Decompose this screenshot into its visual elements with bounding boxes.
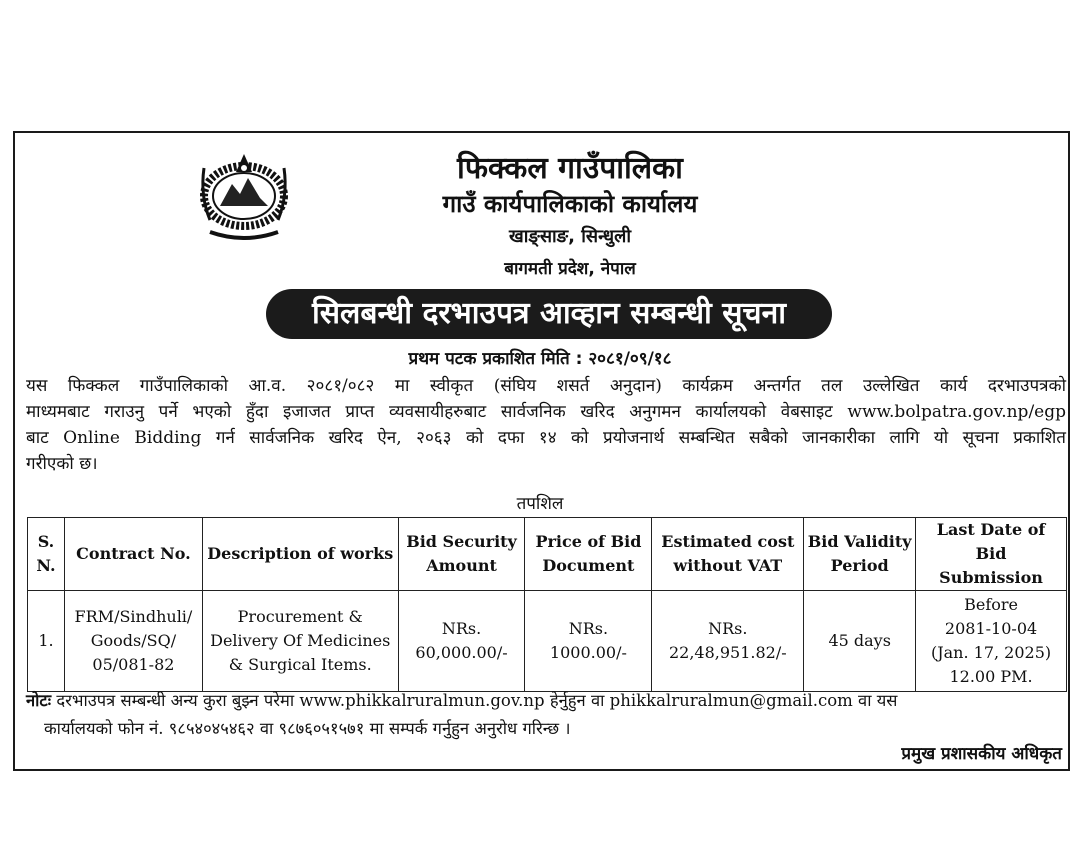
cell-contract-no: FRM/Sindhuli/ Goods/SQ/ 05/081-82 [64,591,202,692]
publication-date: प्रथम पटक प्रकाशित मिति : २०८१/०९/१८ [408,349,672,369]
cell-estimated-cost: NRs. 22,48,951.82/- [652,591,804,692]
cell-last-date: Before 2081-10-04 (Jan. 17, 2025) 12.00 PM. [916,591,1067,692]
note-section [26,687,1066,743]
note-line: दरभाउपत्र सम्बन्धी अन्य कुरा बुझ्न परेमा www.phikkalruralmun.gov.np हेर्नुहुन वा phikkalruralmun@gmail.com वा यस [56,691,898,710]
header-contract-no: Contract No. [64,518,202,591]
header-last-date: Last Date of Bid Submission [916,518,1067,591]
header-description: Description of works [202,518,398,591]
body-line: यस फिक्कल गाउँपालिकाको आ.व. २०८१/०८२ मा स्वीकृत (संघिय शसर्त अनुदान) कार्यक्रम अन्तर्गत तल उल्लेखित कार्य दरभाउपत्रको [26,376,1066,396]
note-label: नोटः [26,691,52,710]
office-location: खाङ्साङ, सिन्धुली [508,226,631,247]
province-country: बागमती प्रदेश, नेपाल [504,259,636,279]
header-bid-validity: Bid Validity Period [804,518,916,591]
table-row [28,591,1067,692]
notice-body [26,373,1066,477]
header-bid-security: Bid Security Amount [398,518,525,591]
body-line: बाट Online Bidding गर्न सार्वजनिक खरिद ऐन, २०६३ को दफा १४ को प्रयोजनार्थ सम्बन्धित सबैको जानकारीका लागि यो सूचना प्रकाशित [26,428,1066,448]
municipality-name: फिक्कल गाउँपालिका [457,151,683,186]
note-line: कार्यालयको फोन नं. ९८५४०४५४६२ वा ९८७६०५१५७१ मा सम्पर्क गर्नुहुन अनुरोध गरिन्छ । [44,719,571,738]
header-sn: S. N. [28,518,65,591]
signatory-title: प्रमुख प्रशासकीय अधिकृत [901,744,1062,764]
cell-bid-security: NRs. 60,000.00/- [398,591,525,692]
notice-title-banner: सिलबन्धी दरभाउपत्र आव्हान सम्बन्धी सूचना [266,289,832,339]
cell-description: Procurement & Delivery Of Medicines & Surgical Items. [202,591,398,692]
cell-bid-validity: 45 days [804,591,916,692]
cell-price-of-document: NRs. 1000.00/- [525,591,652,692]
body-line: माध्यमबाट गराउनु पर्ने भएको हुँदा इजाजत प्राप्त व्यवसायीहरुबाट सार्वजनिक खरिद अनुगमन कार्यालयको वेबसाइट www.bolpatra.gov.np/egp [26,402,1066,422]
body-line: गरीएको छ। [26,454,98,474]
office-name: गाउँ कार्यपालिकाको कार्यालय [442,190,698,218]
cell-sn: 1. [28,591,65,692]
bid-table [27,517,1067,692]
table-header-row [28,518,1067,591]
schedule-label: तपशिल [516,494,564,514]
header-price-of-document: Price of Bid Document [525,518,652,591]
header-estimated-cost: Estimated cost without VAT [652,518,804,591]
